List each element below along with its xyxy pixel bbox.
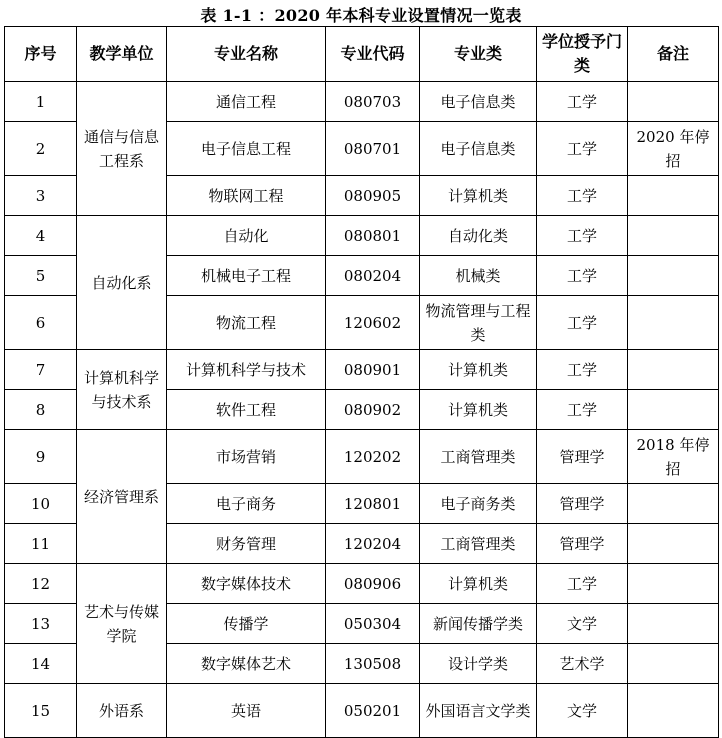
cell-unit: 外语系 <box>77 684 167 738</box>
cell-note <box>628 644 719 684</box>
cell-note <box>628 296 719 350</box>
cell-degree: 工学 <box>537 256 628 296</box>
cell-degree: 管理学 <box>537 430 628 484</box>
cell-major: 英语 <box>167 684 326 738</box>
cell-code: 120202 <box>326 430 420 484</box>
cell-degree: 工学 <box>537 296 628 350</box>
cell-unit: 计算机科学与技术系 <box>77 350 167 430</box>
cell-major: 数字媒体技术 <box>167 564 326 604</box>
cell-category: 机械类 <box>420 256 537 296</box>
cell-major: 物联网工程 <box>167 176 326 216</box>
cell-major: 物流工程 <box>167 296 326 350</box>
cell-unit: 通信与信息工程系 <box>77 82 167 216</box>
header-major: 专业名称 <box>167 27 326 82</box>
cell-major: 机械电子工程 <box>167 256 326 296</box>
cell-major: 数字媒体艺术 <box>167 644 326 684</box>
header-row <box>5 27 719 82</box>
cell-seq: 12 <box>5 564 77 604</box>
cell-unit: 艺术与传媒学院 <box>77 564 167 684</box>
cell-note <box>628 484 719 524</box>
cell-seq: 6 <box>5 296 77 350</box>
cell-note <box>628 524 719 564</box>
cell-code: 080204 <box>326 256 420 296</box>
cell-major: 通信工程 <box>167 82 326 122</box>
cell-major: 电子信息工程 <box>167 122 326 176</box>
cell-seq: 2 <box>5 122 77 176</box>
cell-seq: 8 <box>5 390 77 430</box>
cell-code: 120204 <box>326 524 420 564</box>
cell-category: 计算机类 <box>420 176 537 216</box>
cell-degree: 工学 <box>537 122 628 176</box>
header-degree: 学位授予门类 <box>537 27 628 82</box>
header-unit: 教学单位 <box>77 27 167 82</box>
cell-category: 计算机类 <box>420 390 537 430</box>
cell-major: 市场营销 <box>167 430 326 484</box>
cell-major: 财务管理 <box>167 524 326 564</box>
cell-note <box>628 350 719 390</box>
cell-note: 2018 年停招 <box>628 430 719 484</box>
cell-code: 080906 <box>326 564 420 604</box>
cell-seq: 3 <box>5 176 77 216</box>
cell-category: 工商管理类 <box>420 430 537 484</box>
cell-code: 120801 <box>326 484 420 524</box>
cell-degree: 文学 <box>537 604 628 644</box>
cell-major: 计算机科学与技术 <box>167 350 326 390</box>
table-row <box>5 430 719 484</box>
cell-code: 080905 <box>326 176 420 216</box>
cell-code: 120602 <box>326 296 420 350</box>
table-row <box>5 216 719 256</box>
cell-degree: 工学 <box>537 176 628 216</box>
cell-seq: 11 <box>5 524 77 564</box>
header-note: 备注 <box>628 27 719 82</box>
table-row <box>5 350 719 390</box>
cell-category: 电子信息类 <box>420 82 537 122</box>
cell-degree: 工学 <box>537 82 628 122</box>
cell-code: 080701 <box>326 122 420 176</box>
cell-degree: 管理学 <box>537 524 628 564</box>
cell-category: 设计学类 <box>420 644 537 684</box>
cell-seq: 1 <box>5 82 77 122</box>
cell-note <box>628 564 719 604</box>
cell-category: 计算机类 <box>420 564 537 604</box>
cell-code: 080801 <box>326 216 420 256</box>
cell-unit: 自动化系 <box>77 216 167 350</box>
cell-major: 传播学 <box>167 604 326 644</box>
cell-category: 电子信息类 <box>420 122 537 176</box>
cell-note <box>628 604 719 644</box>
cell-note <box>628 176 719 216</box>
cell-code: 080703 <box>326 82 420 122</box>
cell-note <box>628 82 719 122</box>
cell-seq: 9 <box>5 430 77 484</box>
cell-seq: 5 <box>5 256 77 296</box>
header-category: 专业类 <box>420 27 537 82</box>
cell-degree: 工学 <box>537 564 628 604</box>
cell-category: 工商管理类 <box>420 524 537 564</box>
cell-category: 物流管理与工程类 <box>420 296 537 350</box>
table-row <box>5 684 719 738</box>
majors-table <box>4 26 719 738</box>
cell-category: 电子商务类 <box>420 484 537 524</box>
table-caption: 表 1-1 ：2020 年本科专业设置情况一览表 <box>200 6 522 25</box>
cell-degree: 工学 <box>537 390 628 430</box>
cell-code: 050304 <box>326 604 420 644</box>
cell-note: 2020 年停招 <box>628 122 719 176</box>
table-row <box>5 82 719 122</box>
cell-major: 软件工程 <box>167 390 326 430</box>
cell-code: 080901 <box>326 350 420 390</box>
cell-category: 新闻传播学类 <box>420 604 537 644</box>
cell-degree: 文学 <box>537 684 628 738</box>
cell-category: 计算机类 <box>420 350 537 390</box>
header-seq: 序号 <box>5 27 77 82</box>
cell-degree: 艺术学 <box>537 644 628 684</box>
header-code: 专业代码 <box>326 27 420 82</box>
cell-code: 130508 <box>326 644 420 684</box>
cell-seq: 14 <box>5 644 77 684</box>
cell-degree: 管理学 <box>537 484 628 524</box>
cell-seq: 7 <box>5 350 77 390</box>
cell-seq: 4 <box>5 216 77 256</box>
cell-note <box>628 684 719 738</box>
cell-seq: 13 <box>5 604 77 644</box>
cell-category: 外国语言文学类 <box>420 684 537 738</box>
cell-degree: 工学 <box>537 350 628 390</box>
cell-degree: 工学 <box>537 216 628 256</box>
cell-code: 050201 <box>326 684 420 738</box>
cell-note <box>628 256 719 296</box>
cell-note <box>628 390 719 430</box>
cell-unit: 经济管理系 <box>77 430 167 564</box>
cell-major: 电子商务 <box>167 484 326 524</box>
cell-code: 080902 <box>326 390 420 430</box>
table-row <box>5 564 719 604</box>
cell-seq: 15 <box>5 684 77 738</box>
cell-seq: 10 <box>5 484 77 524</box>
cell-note <box>628 216 719 256</box>
cell-category: 自动化类 <box>420 216 537 256</box>
cell-major: 自动化 <box>167 216 326 256</box>
